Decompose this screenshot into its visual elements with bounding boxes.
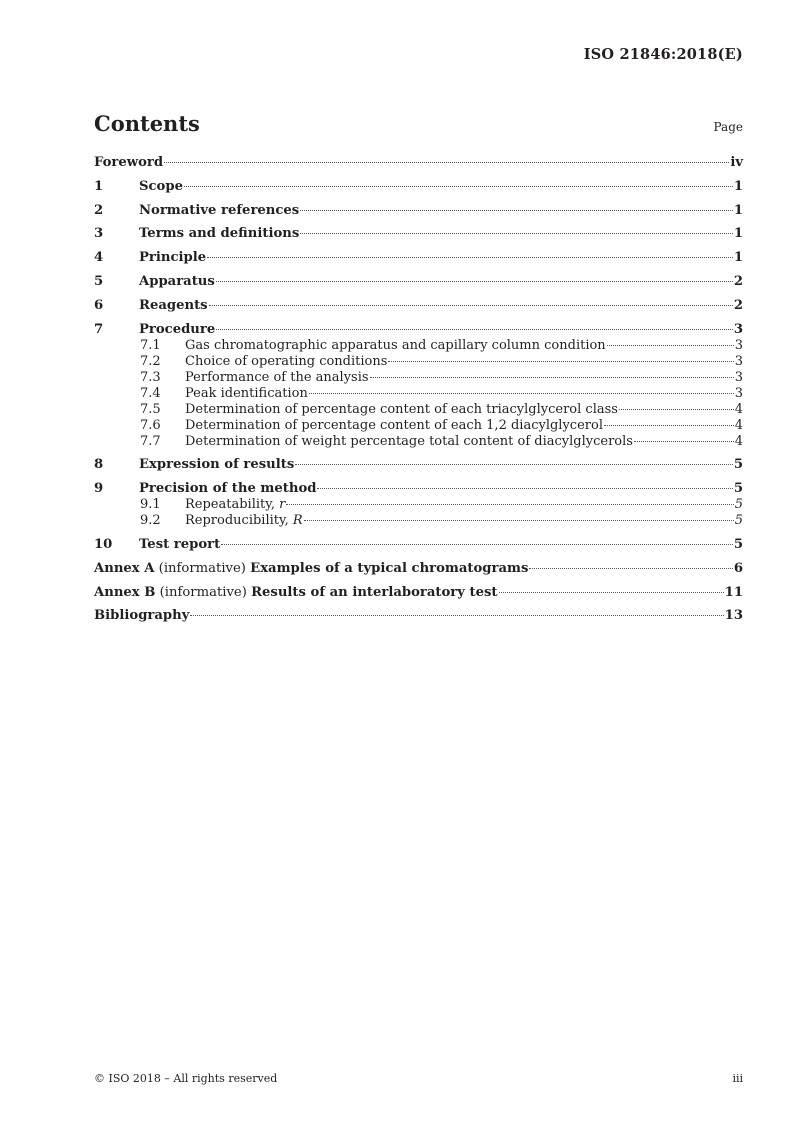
toc-number: 9.1 — [140, 497, 161, 513]
dot-leader — [370, 377, 734, 378]
toc-number: 7.6 — [140, 417, 161, 433]
dot-leader — [286, 504, 733, 505]
dot-leader — [309, 393, 734, 394]
toc-entry-foreword[interactable] — [94, 155, 743, 171]
toc-page: 6 — [733, 560, 743, 576]
toc-entry-scope[interactable] — [94, 179, 743, 195]
toc-label-text: Reproducibility, — [185, 513, 293, 529]
toc-page: 4 — [734, 401, 743, 417]
dot-leader — [207, 257, 733, 258]
dot-leader — [619, 409, 734, 410]
copyright-notice: © ISO 2018 – All rights reserved — [94, 1072, 278, 1085]
dot-leader — [300, 233, 733, 234]
toc-number: 7.3 — [140, 369, 161, 385]
toc-label: Choice of operating conditions — [185, 353, 388, 369]
toc-entry-expression-of-results[interactable] — [94, 457, 743, 473]
toc-page: 3 — [734, 385, 743, 401]
toc-number: 9 — [94, 481, 104, 497]
table-of-contents — [94, 155, 743, 624]
toc-label: Gas chromatographic apparatus and capillary column condition — [185, 337, 606, 353]
toc-label: Procedure — [139, 321, 216, 337]
toc-page: 11 — [724, 584, 743, 600]
page-footer — [94, 1072, 743, 1085]
toc-page: 3 — [734, 369, 743, 385]
page-column-label: Page — [713, 120, 743, 134]
toc-page: 5 — [733, 457, 743, 473]
toc-page: 3 — [734, 337, 743, 353]
toc-entry-test-report[interactable] — [94, 537, 743, 553]
dot-leader — [164, 162, 729, 163]
toc-label — [185, 513, 303, 529]
toc-entry-annex-a[interactable] — [94, 561, 743, 577]
toc-number: 9.2 — [140, 513, 161, 529]
toc-entry-precision[interactable] — [94, 481, 743, 497]
annex-title: Results of an interlaboratory test — [251, 584, 498, 600]
dot-leader — [304, 520, 734, 521]
toc-entry-terms-and-definitions[interactable] — [94, 226, 743, 242]
dot-leader — [216, 329, 733, 330]
dot-leader — [300, 210, 733, 211]
dot-leader — [634, 441, 734, 442]
annex-type: (informative) — [154, 560, 251, 576]
toc-label: Apparatus — [139, 273, 215, 289]
dot-leader — [190, 615, 723, 616]
toc-page: 5 — [734, 513, 743, 529]
toc-label: Normative references — [139, 202, 300, 218]
toc-number: 6 — [94, 297, 104, 313]
toc-number: 7.2 — [140, 353, 161, 369]
toc-number: 2 — [94, 202, 104, 218]
toc-subentry-7-3[interactable] — [94, 370, 743, 386]
document-code: ISO 21846:2018(E) — [583, 46, 743, 63]
toc-number: 3 — [94, 226, 104, 242]
toc-entry-normative-references[interactable] — [94, 203, 743, 219]
toc-number: 7.7 — [140, 433, 161, 449]
toc-number: 8 — [94, 457, 104, 473]
toc-page: 13 — [724, 608, 743, 624]
toc-label: Determination of percentage content of each 1,2 diacylglycerol — [185, 417, 603, 433]
toc-number: 7.1 — [140, 337, 161, 353]
toc-page: 4 — [734, 433, 743, 449]
toc-label: Scope — [139, 178, 183, 194]
contents-title: Contents — [94, 111, 200, 136]
toc-label: Precision of the method — [139, 481, 317, 497]
dot-leader — [604, 425, 734, 426]
toc-label-text: Repeatability, — [185, 497, 280, 513]
toc-subentry-7-5[interactable] — [94, 402, 743, 418]
toc-number: 4 — [94, 250, 104, 266]
toc-page: 5 — [733, 481, 743, 497]
toc-subentry-9-1[interactable] — [94, 497, 743, 513]
toc-number: 10 — [94, 536, 113, 552]
dot-leader — [388, 361, 733, 362]
toc-label-variable: r — [279, 497, 286, 513]
annex-type: (informative) — [155, 584, 252, 600]
toc-subentry-7-4[interactable] — [94, 386, 743, 402]
annex-prefix: Annex A — [94, 560, 155, 576]
toc-entry-principle[interactable] — [94, 250, 743, 266]
dot-leader — [209, 305, 733, 306]
toc-number: 7.5 — [140, 401, 161, 417]
toc-page: 5 — [734, 497, 743, 513]
dot-leader — [184, 186, 733, 187]
toc-page: 3 — [734, 353, 743, 369]
toc-label: Performance of the analysis — [185, 369, 369, 385]
toc-label: Test report — [139, 536, 221, 552]
toc-subentry-7-1[interactable] — [94, 338, 743, 354]
toc-label: Expression of results — [139, 457, 295, 473]
annex-title: Examples of a typical chromatograms — [250, 560, 529, 576]
toc-label — [94, 561, 528, 577]
toc-entry-annex-b[interactable] — [94, 585, 743, 601]
contents-heading-row — [94, 111, 743, 136]
toc-page: iv — [730, 155, 743, 170]
dot-leader — [221, 544, 733, 545]
toc-page: 4 — [734, 417, 743, 433]
dot-leader — [317, 488, 732, 489]
toc-number: 1 — [94, 178, 104, 194]
toc-label: Foreword — [94, 155, 164, 170]
toc-page: 5 — [733, 536, 743, 552]
toc-number: 7.4 — [140, 385, 161, 401]
toc-page: 1 — [733, 202, 743, 218]
toc-entry-reagents[interactable] — [94, 298, 743, 314]
toc-label: Principle — [139, 250, 207, 266]
toc-entry-procedure[interactable] — [94, 322, 743, 338]
toc-label: Reagents — [139, 297, 208, 313]
toc-label: Terms and definitions — [139, 226, 300, 242]
toc-label: Determination of weight percentage total content of diacylglycerols — [185, 433, 633, 449]
toc-label: Determination of percentage content of each triacylglycerol class — [185, 401, 618, 417]
annex-prefix: Annex B — [94, 584, 156, 600]
dot-leader — [216, 281, 733, 282]
dot-leader — [607, 345, 734, 346]
toc-label-variable: R — [292, 513, 303, 529]
toc-label — [94, 585, 498, 601]
toc-subentry-9-2[interactable] — [94, 513, 743, 529]
toc-number: 7 — [94, 321, 104, 337]
toc-page: 3 — [733, 321, 743, 337]
toc-subentry-7-2[interactable] — [94, 354, 743, 370]
toc-label: Bibliography — [94, 608, 190, 624]
page-number: iii — [732, 1072, 743, 1085]
toc-label — [185, 497, 285, 513]
toc-page: 1 — [733, 250, 743, 266]
dot-leader — [499, 592, 724, 593]
toc-page: 1 — [733, 226, 743, 242]
toc-page: 1 — [733, 178, 743, 194]
dot-leader — [295, 464, 733, 465]
toc-entry-bibliography[interactable] — [94, 608, 743, 624]
toc-subentry-7-7[interactable] — [94, 434, 743, 450]
toc-label: Peak identification — [185, 385, 308, 401]
toc-number: 5 — [94, 273, 104, 289]
toc-page: 2 — [733, 273, 743, 289]
toc-subentry-7-6[interactable] — [94, 418, 743, 434]
dot-leader — [529, 568, 732, 569]
toc-entry-apparatus[interactable] — [94, 274, 743, 290]
toc-page: 2 — [733, 297, 743, 313]
